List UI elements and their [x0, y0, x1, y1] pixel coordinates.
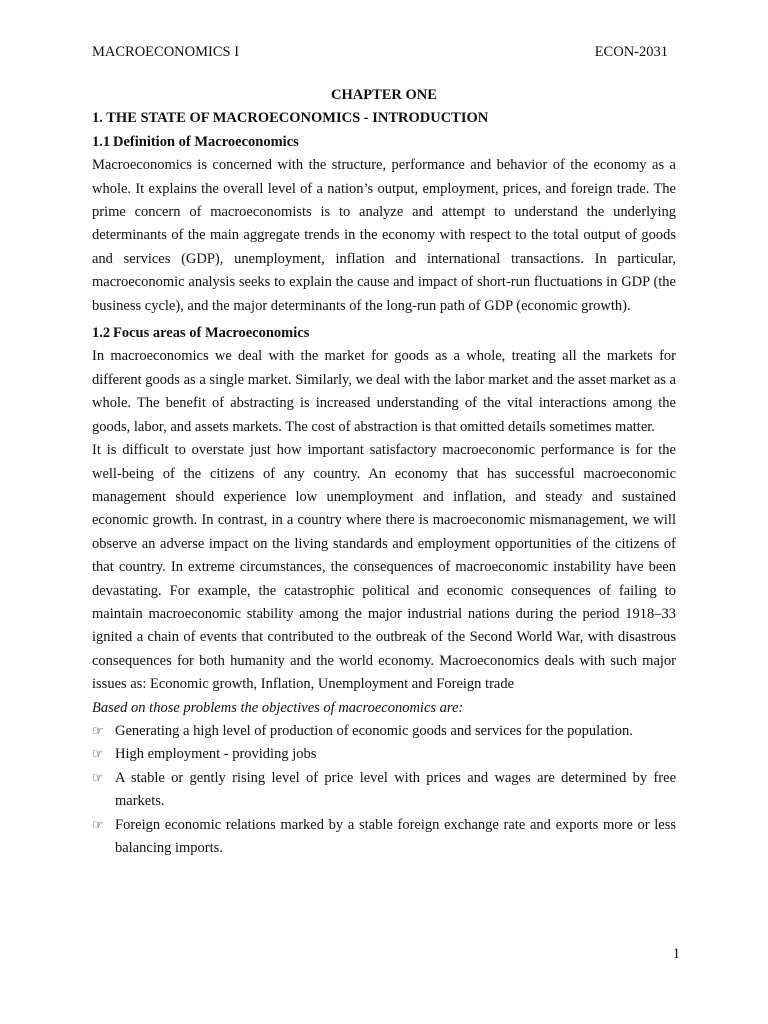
- list-item: [92, 720, 676, 743]
- focus-paragraph-1: In macroeconomics we deal with the market for goods as a whole, treating all the markets for different goods as a single market. Similarly, we deal with the labor market and the asset market as a whole. The benefit of abstracting is increased understanding of the vital interactions among the goods, labor, and assets markets. The cost of abstraction is that omitted details sometimes matter.: [92, 348, 676, 435]
- section-number: 1.1: [92, 133, 111, 150]
- objective-text: Foreign economic relations marked by a stable foreign exchange rate and exports more or less balancing imports.: [115, 816, 676, 856]
- objective-text: A stable or gently rising level of price level with prices and wages are determined by free markets.: [115, 769, 676, 810]
- page-number: 1: [672, 946, 680, 962]
- focus-paragraph-2: It is difficult to overstate just how important satisfactory macroeconomic performance is for the well-being of the citizens of any country. An economy that has successful macroeconomic management should experience low unemployment and inflation, and steady and sustained economic growth. In contrast, in a country where there is macroeconomic mismanagement, we will observe an adverse impact on the living standards and employment opportunities of the citizens of that country. In extreme circumstances, the consequences of macroeconomic instability have been devastating. For example, the catastrophic political and economic consequences of failing to maintain macroeconomic stability among the major industrial nations during the period 1918–33 ignited a chain of events that contributed to the outbreak of the Second World War, with disastrous consequences for both humanity and the world economy. Macroeconomics deals with such major issues as: Economic growth, Inflation, Unemployment and Foreign trade: [92, 442, 676, 693]
- list-item: [92, 767, 676, 814]
- chapter-title: 1. THE STATE OF MACROECONOMICS - INTRODUCTION: [92, 110, 489, 127]
- section-title: Definition of Macroeconomics: [113, 133, 299, 150]
- pointing-hand-icon: ☞: [92, 770, 104, 786]
- objectives-list: [92, 720, 676, 860]
- objective-text: Generating a high level of production of economic goods and services for the population.: [115, 722, 633, 739]
- course-title: MACROECONOMICS I: [92, 44, 240, 60]
- pointing-hand-icon: ☞: [92, 747, 104, 763]
- chapter-label: CHAPTER ONE: [331, 87, 437, 103]
- page-content: [92, 84, 676, 860]
- section-number: 1.2: [92, 325, 111, 342]
- section-heading-1-2: [92, 322, 676, 345]
- list-item: [92, 743, 676, 766]
- list-item: [92, 814, 676, 861]
- pointing-hand-icon: ☞: [92, 723, 104, 739]
- definition-paragraph: Macroeconomics is concerned with the structure, performance and behavior of the economy as a whole. It explains the overall level of a nation’s output, employment, prices, and foreign trade. The prime concern of macroeconomists is to analyze and attempt to understand the underlying determinants of the main aggregate trends in the economy with respect to the total output of goods and services (GDP), unemployment, inflation and international transactions. In particular, macroeconomic analysis seeks to explain the cause and impact of short-run fluctuations in GDP (the business cycle), and the major determinants of the long-run path of GDP (economic growth).: [92, 157, 676, 314]
- section-title: Focus areas of Macroeconomics: [113, 325, 310, 342]
- section-heading-1-1: [92, 131, 676, 154]
- objectives-lead: Based on those problems the objectives of macroeconomics are:: [92, 699, 464, 716]
- course-code: ECON-2031: [594, 44, 668, 60]
- page-header: [92, 42, 668, 62]
- pointing-hand-icon: ☞: [92, 817, 104, 833]
- objective-text: High employment - providing jobs: [115, 746, 317, 763]
